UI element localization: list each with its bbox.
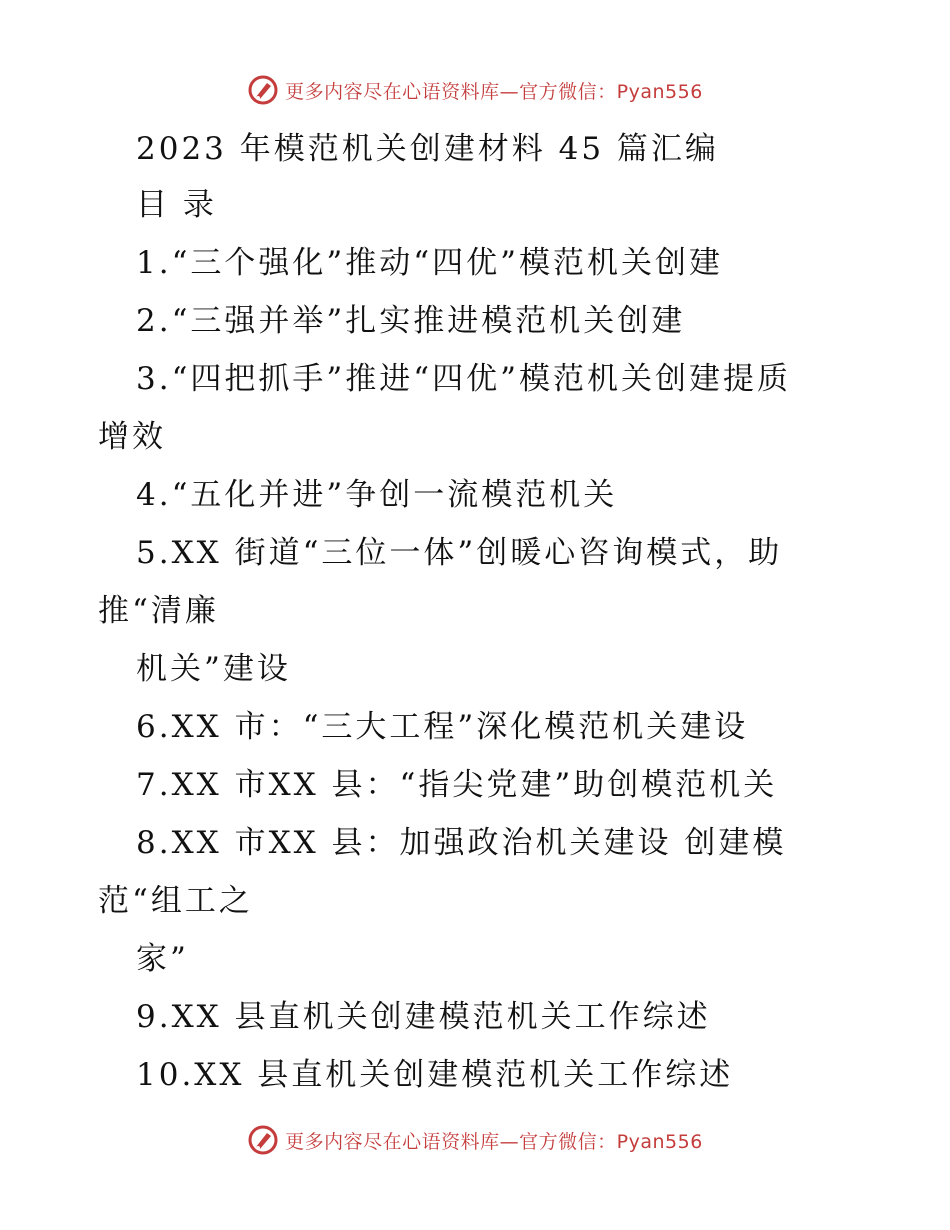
document-title: 2023 年模范机关创建材料 45 篇汇编 <box>136 131 719 167</box>
toc-item-8-continued: 范“组工之 <box>98 883 253 919</box>
toc-item-7: 7.XX 市XX 县：“指尖党建”助创模范机关 <box>136 767 778 803</box>
footer-watermark <box>247 1124 703 1156</box>
toc-item-5-continued: 推“清廉 <box>98 593 219 629</box>
toc-item-6: 6.XX 市：“三大工程”深化模范机关建设 <box>136 709 749 745</box>
toc-item-2: 2.“三强并举”扎实推进模范机关创建 <box>136 303 686 339</box>
header-watermark <box>247 74 703 106</box>
pen-circle-icon <box>247 1124 279 1156</box>
header-watermark-banner <box>0 70 950 110</box>
header-watermark-text: 更多内容尽在心语资料库—官方微信：Pyan556 <box>285 80 703 103</box>
toc-item-3-continued: 增效 <box>98 419 166 455</box>
toc-item-5-continued-2: 机关”建设 <box>136 651 291 687</box>
pen-circle-icon <box>247 74 279 106</box>
toc-item-10: 10.XX 县直机关创建模范机关工作综述 <box>136 1057 734 1093</box>
toc-item-1: 1.“三个强化”推动“四优”模范机关创建 <box>136 245 723 281</box>
toc-item-4: 4.“五化并进”争创一流模范机关 <box>136 477 618 513</box>
toc-item-9: 9.XX 县直机关创建模范机关工作综述 <box>136 999 711 1035</box>
footer-watermark-text: 更多内容尽在心语资料库—官方微信：Pyan556 <box>285 1130 703 1153</box>
toc-item-8-continued-2: 家” <box>136 941 189 977</box>
footer-watermark-banner <box>0 1120 950 1160</box>
toc-item-8: 8.XX 市XX 县：加强政治机关建设 创建模 <box>136 825 787 861</box>
toc-item-5: 5.XX 街道“三位一体”创暖心咨询模式，助 <box>136 535 783 571</box>
toc-heading: 目 录 <box>136 187 217 223</box>
toc-item-3: 3.“四把抓手”推进“四优”模范机关创建提质 <box>136 361 791 397</box>
